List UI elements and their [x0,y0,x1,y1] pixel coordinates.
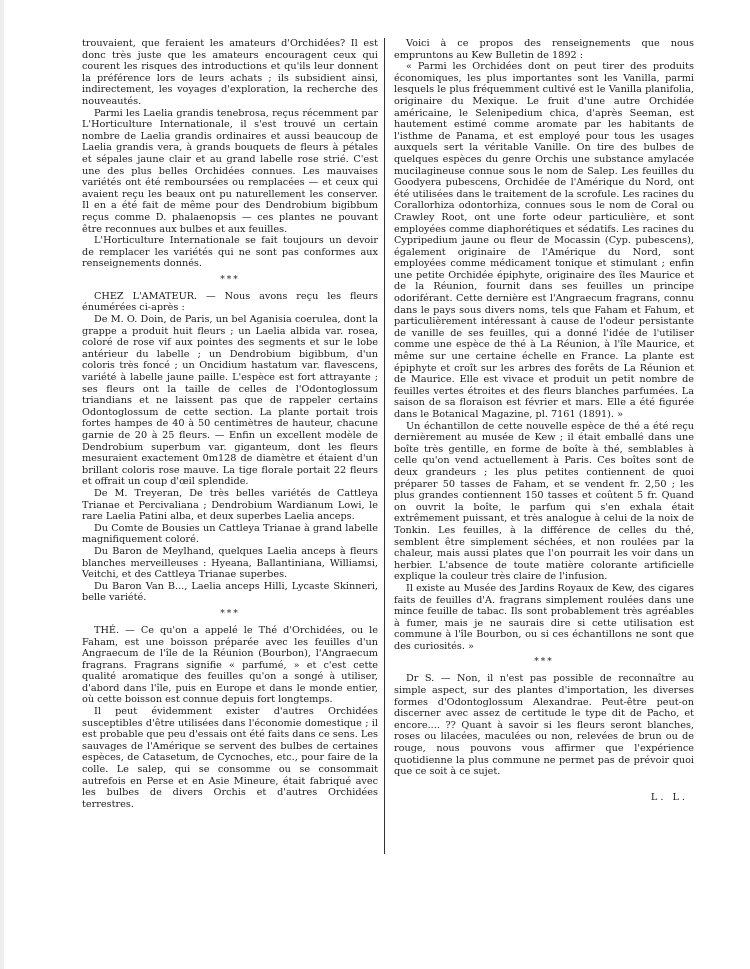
left-paragraph-bousies: Du Comte de Bousies un Cattleya Trianae à grand labelle magnifiquement coloré. [82,522,378,546]
left-paragraph-2: Parmi les Laelia grandis tenebrosa, reçus récemment par L'Horticulture Internationale, il s'est trouvé un certain nombre de Laelia grandis ordinaires et aussi beaucoup de Laelia grandis vera, à grands bouquets de fleurs à pétales et sépales jaune clair et au grand labelle rose strié. C'est une des plus belles Orchidées connues. Les mauvaises variétés ont été remboursées ou remplacées — et ceux qui avaient reçu les beaux ont pu naturellement les conserver. Il en a été fait de même pour des Dendrobium bigibbum reçus comme D. phalaenopsis — ces plantes ne pouvant être reconnues aux bulbes et aux feuilles. [82,107,378,235]
left-paragraph-3: L'Horticulture Internationale se fait toujours un devoir de remplacer les variétés qui ne sont pas conformes aux renseignements donnés. [82,235,378,270]
right-column [394,38,694,803]
left-paragraph-salep: Il peut évidemment exister d'autres Orchidées susceptibles d'être utilisées dans l'économie domestique ; il est probable que peu d'essais ont été faits dans ce sens. Les sauvages de l'Amérique se servent des bulbes de certaines espèces, de Catasetum, de Cycnoches, etc., pour faire de la colle. Le salep, qui se consomme ou se consommait autrefois en Perse et en Asie Mineure, était fabriqué avec les bulbes de divers Orchis et d'autres Orchidées terrestres. [82,706,379,810]
column-divider-rule [384,38,385,854]
left-paragraph-the: THÉ. — Ce qu'on a appelé le Thé d'Orchidées, ou le Faham, est une boisson préparée avec les feuilles d'un Angraecum de l'île de la Réunion (Bourbon), l'Angraecum fragrans. Fragrans signifie « parfumé, » et c'est cette qualité aromatique des feuilles qu'on a songé à utiliser, d'abord dans l'île, puis en Europe et dans le monde entier, où cette boisson est connue depuis fort longtemps. [82,624,378,706]
left-paragraph-van-b: Du Baron Van B..., Laelia anceps Hilli, Lycaste Skinneri, belle variété. [82,580,378,604]
left-column [82,38,378,810]
left-paragraph-treyeran: De M. Treyeran, De très belles variétés de Cattleya Trianae et Percivaliana ; Dendrobium Wardianum Lowi, le rare Laelia Patini alba, et deux superbes Laelia anceps. [82,487,378,523]
right-paragraph-cigares: Il existe au Musée des Jardins Royaux de Kew, des cigares faits de feuilles d'A. fragrans simplement roulées dans une mince feuille de tabac. Ils sont probablement très agréables à fumer, mais je ne saurais dire si cette utilisation est commune à l'île Bourbon, ou si ces échantillons ne sont que des curiosités. » [394,582,694,652]
left-paragraph-chez-amateur: CHEZ L'AMATEUR. — Nous avons reçu les fleurs énumérées ci-après : [82,290,378,314]
section-separator-stars-2: *** [220,608,240,619]
right-paragraph-intro: Voici à ce propos des renseignements que nous empruntons au Kew Bulletin de 1892 : [394,38,694,61]
right-paragraph-sample: Un échantillon de cette nouvelle espèce de thé a été reçu dernièrement au musée de Kew ; il était emballé dans une boîte très gentille, en forme de boîte à thé, semblables à celle qu'on vend actuellement à Paris. Ces boîtes sont de deux grandeurs ; les plus petites contiennent de quoi préparer 50 tasses de Faham, et se vendent fr. 2,50 ; les plus grandes contiennent 150 tasses et coûtent 5 fr. Quand on ouvrit la boîte, le parfum qui s'en exhala était extrêmement puissant, et très analogue à celui de la noix de Tonkin. Les feuilles, à la différence de celles du thé, semblent être simplement séchées, et non roulées par la chaleur, mais aussi plates que l'on pourrait les voir dans un herbier. L'absence de toute matière colorante artificielle explique la couleur très claire de l'infusion. [394,420,694,583]
section-separator-stars-3: *** [534,657,554,668]
left-paragraph-meylhand: Du Baron de Meylhand, quelques Laelia anceps à fleurs blanches merveilleuses : Hyeana, Ballantiniana, Williamsi, Veitchi, et des Cattleya Trianae superbes. [82,545,378,581]
left-paragraph-doin: De M. O. Doin, de Paris, un bel Aganisia coerulea, dont la grappe a produit huit fleurs ; un Laelia albida var. rosea, coloré de rose vif aux pointes des segments et sur le lobe antérieur du labelle ; un Dendrobium bigibbum, d'un coloris très foncé ; un Oncidium hastatum var. flavescens, variété à labelle jaune paille. L'espèce est fort attrayante ; ses fleurs ont la taille de celles de l'Odontoglossum triandians et ne laissent pas que de rappeler certains Odontoglossum de cette section. La plante portait trois fortes hampes de 40 à 50 centimètres de hauteur, chacune garnie de 20 à 25 fleurs. — Enfin un excellent modèle de Dendrobium superbum var. giganteum, dont les fleurs mesuraient exactement 0m128 de diamètre et étaient d'un brillant coloris rose mauve. La tige florale portait 22 fleurs et offrait un coup d'œil splendide. [82,314,378,488]
left-paragraph-1: trouvaient, que feraient les amateurs d'Orchidées? Il est donc très juste que les amateurs encouragent ceux qui courent les risques des introductions et qu'ils leur donnent la préférence lors de leurs achats ; ils subsidient ainsi, indirectement, les voyages d'exploration, la recherche des nouveautés. [82,38,378,107]
page-edge [0,0,4,969]
right-paragraph-dr-s: Dr S. — Non, il n'est pas possible de reconnaître au simple aspect, sur des plantes d'importation, les diverses formes d'Odontoglossum Alexandrae. Peut-être peut-on discerner avec assez de certitude le type dit de Pacho, et encore.... ?? Quant à savoir si les fleurs seront blanches, roses ou lilacées, maculées ou non, relevées de brun ou de rouge, nous pouvons vous affirmer que l'expérience quotidienne la plus commune ne permet pas de prévoir quoi que ce soit à ce sujet. [394,673,694,778]
section-separator-stars: *** [220,274,240,285]
right-paragraph-kew-quote: « Parmi les Orchidées dont on peut tirer des produits économiques, les plus importantes sont les Vanilla, parmi lesquels le plus fréquemment cultivé est le Vanilla planifolia, originaire du Mexique. Le fruit d'une autre Orchidée américaine, le Selenipedium chica, d'après Seeman, est hautement estimé comme aromate par les habitants de l'isthme de Panama, et est employé pour tous les usages auxquels sert la véritable Vanille. On tire des bulbes de quelques espèces du genre Orchis une substance amylacée mucilagineuse connue sous le nom de Salep. Les feuilles du Goodyera pubescens, Orchidée de l'Amérique du Nord, ont été utilisées dans le traitement de la scrofule. Les racines du Corallorhiza odontorhiza, connues sous le nom de Coral ou Crawley Root, ont une forte odeur particulière, et sont employées comme diaphorétiques et sédatifs. Les racines du Cypripedium jaune ou fleur de Mocassin (Cyp. pubescens), également originaire de l'Amérique du Nord, sont employées comme médicament tonique et stimulant ; enfin une petite Orchidée épiphyte, originaire des îles Maurice et de la Réunion, fournit dans ses feuilles un principe odoriférant. Cette dernière est l'Angraecum fragrans, connu dans le pays sous divers noms, tels que Faham et Fahum, et particulièrement intéressant à cause de l'odeur persistante de vanille de ses feuilles, qui a donné l'idée de l'utiliser comme une espèce de thé à La Réunion, à l'île Maurice, et même sur une certaine échelle en France. La plante est épiphyte et croît sur les arbres des forêts de La Réunion et de Maurice. Elle est vivace et produit un petit nombre de feuilles vertes étroites et des fleurs blanches parfumées. La saison de sa floraison est février et mars. Elle a été figurée dans le Botanical Magazine, pl. 7161 (1891). » [394,61,694,420]
signature: L. L. [650,791,688,803]
